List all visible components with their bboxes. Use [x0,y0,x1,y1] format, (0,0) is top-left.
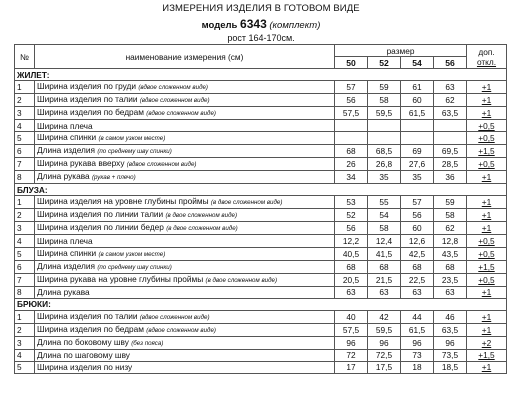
measurement-label: Ширина изделия по линии талии [37,209,164,220]
size-value [401,120,434,132]
row-number: 5 [15,361,35,373]
section-row [15,69,507,81]
row-number: 6 [15,145,35,158]
size-value: 72,5 [368,349,401,361]
tolerance-value: +1,5 [467,260,507,273]
table-row [15,323,507,336]
size-value [434,132,467,145]
tolerance-value: +1,5 [467,349,507,361]
measurement-label: Ширина спинки [37,247,97,258]
header-measurement-name: наименование измерения (см) [35,45,335,69]
measurement-label: Длина рукава [37,287,90,298]
size-value: 26,8 [368,158,401,171]
table-row [15,361,507,373]
size-value: 55 [368,196,401,209]
measurements-table [14,44,507,374]
size-value: 68 [335,145,368,158]
measurement-label: Ширина изделия по груди [37,81,137,92]
size-value: 26 [335,158,368,171]
row-number: 4 [15,349,35,361]
measurement-name [35,361,335,373]
tolerance-value: +0,5 [467,235,507,247]
size-value [401,132,434,145]
row-number: 8 [15,286,35,298]
height-range: рост 164-170см. [227,33,295,43]
measurement-label: Длина рукава [37,171,90,182]
size-value: 12,2 [335,235,368,247]
tolerance-value: +1,5 [467,145,507,158]
size-value: 68 [434,260,467,273]
size-value: 12,8 [434,235,467,247]
measurement-label: Длина по боковому шву [37,336,129,347]
size-value: 73,5 [434,349,467,361]
size-value: 27,6 [401,158,434,171]
measurement-note: (по среднему шву спинки) [97,263,172,271]
size-value: 57,5 [335,323,368,336]
size-value: 96 [401,336,434,349]
measurement-label: Ширина изделия по бедрам [37,323,144,334]
tolerance-value: +0,5 [467,120,507,132]
tolerance-value: +1 [467,361,507,373]
size-value [434,120,467,132]
tolerance-value: +1 [467,171,507,184]
measurement-label: Ширина рукава вверху [37,158,125,169]
measurement-label: Ширина спинки [37,132,97,143]
size-value: 63 [368,286,401,298]
size-value: 36 [434,171,467,184]
measurement-label: Ширина плеча [37,236,93,247]
measurement-name [35,196,335,209]
table-row [15,235,507,247]
size-value: 54 [368,209,401,222]
size-value: 46 [434,310,467,323]
table-header-row [15,45,507,57]
measurement-name [35,132,335,145]
size-value: 17,5 [368,361,401,373]
size-value: 59 [368,81,401,94]
header-tolerance-line2: откл. [476,56,497,67]
measurement-note: (в двое сложенном виде) [205,276,278,284]
table-row [15,222,507,235]
size-value: 17 [335,361,368,373]
measurement-label: Длина изделия [37,260,96,271]
measurement-label: Ширина изделия по низу [37,362,133,373]
size-value: 43,5 [434,247,467,260]
size-value: 57 [401,196,434,209]
model-label: модель [201,20,238,31]
measurement-note: (вдвое сложенном виде) [126,161,197,169]
row-number: 1 [15,81,35,94]
row-number: 3 [15,336,35,349]
measurement-name [35,145,335,158]
size-value: 68 [335,260,368,273]
measurement-label: Ширина рукава на уровне глубины проймы [37,273,204,284]
tolerance-value: +2 [467,336,507,349]
model-number: 6343 [240,17,267,31]
tolerance-value: +1 [467,310,507,323]
row-number: 3 [15,222,35,235]
table-row [15,158,507,171]
row-number: 4 [15,235,35,247]
size-value: 56 [335,222,368,235]
size-value: 69 [401,145,434,158]
measurement-note: (вдвое сложенном виде) [139,97,210,105]
size-value: 63 [401,286,434,298]
table-row [15,273,507,286]
row-number: 2 [15,323,35,336]
size-value: 96 [368,336,401,349]
table-row [15,132,507,145]
tolerance-value: +0,5 [467,273,507,286]
size-value: 68 [368,260,401,273]
size-value: 18,5 [434,361,467,373]
size-value: 35 [401,171,434,184]
size-value: 60 [401,222,434,235]
section-title: ЖИЛЕТ: [15,69,507,81]
size-value: 42,5 [401,247,434,260]
measurement-label: Ширина изделия по талии [37,94,138,105]
size-value: 53 [335,196,368,209]
measurement-name [35,222,335,235]
table-row [15,247,507,260]
header-tolerance [467,45,507,69]
row-number: 3 [15,107,35,120]
model-note: (комплект) [269,20,321,31]
measurement-name [35,286,335,298]
size-value: 21,5 [368,273,401,286]
measurement-name [35,273,335,286]
measurement-note: (без пояса) [131,339,164,347]
tolerance-value: +0,5 [467,158,507,171]
size-value: 96 [434,336,467,349]
measurement-name [35,171,335,184]
measurement-name [35,81,335,94]
size-value: 69,5 [434,145,467,158]
size-value: 42 [368,310,401,323]
size-value: 61,5 [401,107,434,120]
table-row [15,286,507,298]
measurement-name [35,349,335,361]
size-value: 60 [401,94,434,107]
measurement-note: (в двое сложенном виде) [210,199,283,207]
size-54: 54 [401,57,434,69]
measurement-label: Ширина изделия по талии [37,310,138,321]
measurement-name [35,94,335,107]
section-row [15,298,507,310]
table-row [15,209,507,222]
size-value: 63,5 [434,323,467,336]
measurement-name [35,260,335,273]
tolerance-value: +1 [467,222,507,235]
size-value: 61 [401,81,434,94]
measurement-note: (в самом узком месте) [98,135,166,143]
tolerance-value: +1 [467,196,507,209]
size-50: 50 [335,57,368,69]
size-value: 56 [401,209,434,222]
tolerance-value: +1 [467,81,507,94]
header-size: размер [335,45,467,57]
size-value: 34 [335,171,368,184]
size-value: 12,6 [401,235,434,247]
model-line [0,17,522,31]
header-tolerance-line1: доп. [478,46,495,57]
size-value [368,120,401,132]
measurement-name [35,336,335,349]
measurement-label: Длина по шаговому шву [37,350,130,361]
table-row [15,107,507,120]
tolerance-value: +1 [467,209,507,222]
size-value: 22,5 [401,273,434,286]
size-value: 62 [434,222,467,235]
size-value: 40,5 [335,247,368,260]
measurement-note: (в самом узком месте) [98,250,166,258]
section-row [15,184,507,196]
measurement-name [35,310,335,323]
size-value: 58 [434,209,467,222]
measurement-label: Ширина изделия на уровне глубины проймы [37,196,209,207]
row-number: 5 [15,247,35,260]
measurement-note: (вдвое сложенном виде) [139,313,210,321]
table-row [15,310,507,323]
document-title: ИЗМЕРЕНИЯ ИЗДЕЛИЯ В ГОТОВОМ ВИДЕ [162,3,360,14]
measurement-label: Ширина плеча [37,120,93,131]
size-56: 56 [434,57,467,69]
table-row [15,260,507,273]
section-title: БРЮКИ: [15,298,507,310]
size-value: 57 [335,81,368,94]
size-value: 68 [401,260,434,273]
size-value: 57,5 [335,107,368,120]
size-value: 63 [335,286,368,298]
table-row [15,171,507,184]
measurement-note: (вдвое сложенном виде) [146,326,216,334]
measurement-name [35,120,335,132]
table-row [15,349,507,361]
measurement-name [35,107,335,120]
size-value: 68,5 [368,145,401,158]
tolerance-value: +1 [467,323,507,336]
size-value: 61,5 [401,323,434,336]
row-number: 6 [15,260,35,273]
row-number: 1 [15,310,35,323]
measurement-name [35,158,335,171]
measurement-label: Длина изделия [37,145,96,156]
row-number: 5 [15,132,35,145]
measurement-note: (в двое сложенном виде) [166,225,238,233]
row-number: 8 [15,171,35,184]
size-value: 44 [401,310,434,323]
row-number: 1 [15,196,35,209]
measurement-label: Ширина изделия по бедрам [37,107,144,118]
table-row [15,94,507,107]
size-value: 63 [434,286,467,298]
size-value [368,132,401,145]
size-value: 73 [401,349,434,361]
row-number: 4 [15,120,35,132]
table-row [15,120,507,132]
row-number: 7 [15,158,35,171]
size-value: 12,4 [368,235,401,247]
measurement-note: (рукав + плечо) [91,174,136,182]
tolerance-value: +1 [467,94,507,107]
size-value: 52 [335,209,368,222]
tolerance-value: +1 [467,107,507,120]
measurement-label: Ширина изделия по линии бедер [37,222,164,233]
size-value: 28,5 [434,158,467,171]
size-52: 52 [368,57,401,69]
size-value: 18 [401,361,434,373]
size-value: 72 [335,349,368,361]
table-row [15,196,507,209]
measurement-name [35,235,335,247]
size-value: 62 [434,94,467,107]
measurement-note: (вдвое сложенном виде) [146,110,216,118]
size-value: 41,5 [368,247,401,260]
size-value: 59 [434,196,467,209]
table-row [15,336,507,349]
size-value: 59,5 [368,107,401,120]
measurement-note: (в двое сложенном виде) [165,212,238,220]
measurement-note: (вдвое сложенном виде) [138,84,208,92]
size-value: 58 [368,222,401,235]
size-value: 59,5 [368,323,401,336]
measurement-name [35,323,335,336]
tolerance-value: +1 [467,286,507,298]
measurement-name [35,247,335,260]
size-value: 63 [434,81,467,94]
measurement-note: (по среднему шву спинки) [97,148,172,156]
size-value: 35 [368,171,401,184]
size-value: 56 [335,94,368,107]
size-value: 58 [368,94,401,107]
size-value [335,132,368,145]
row-number: 2 [15,209,35,222]
measurement-name [35,209,335,222]
size-value [335,120,368,132]
size-value: 96 [335,336,368,349]
header-number: № [15,45,35,69]
tolerance-value: +0,5 [467,247,507,260]
tolerance-value: +0,5 [467,132,507,145]
section-title: БЛУЗА: [15,184,507,196]
table-row [15,81,507,94]
size-value: 23,5 [434,273,467,286]
size-value: 40 [335,310,368,323]
table-row [15,145,507,158]
row-number: 2 [15,94,35,107]
row-number: 7 [15,273,35,286]
size-value: 20,5 [335,273,368,286]
size-value: 63,5 [434,107,467,120]
